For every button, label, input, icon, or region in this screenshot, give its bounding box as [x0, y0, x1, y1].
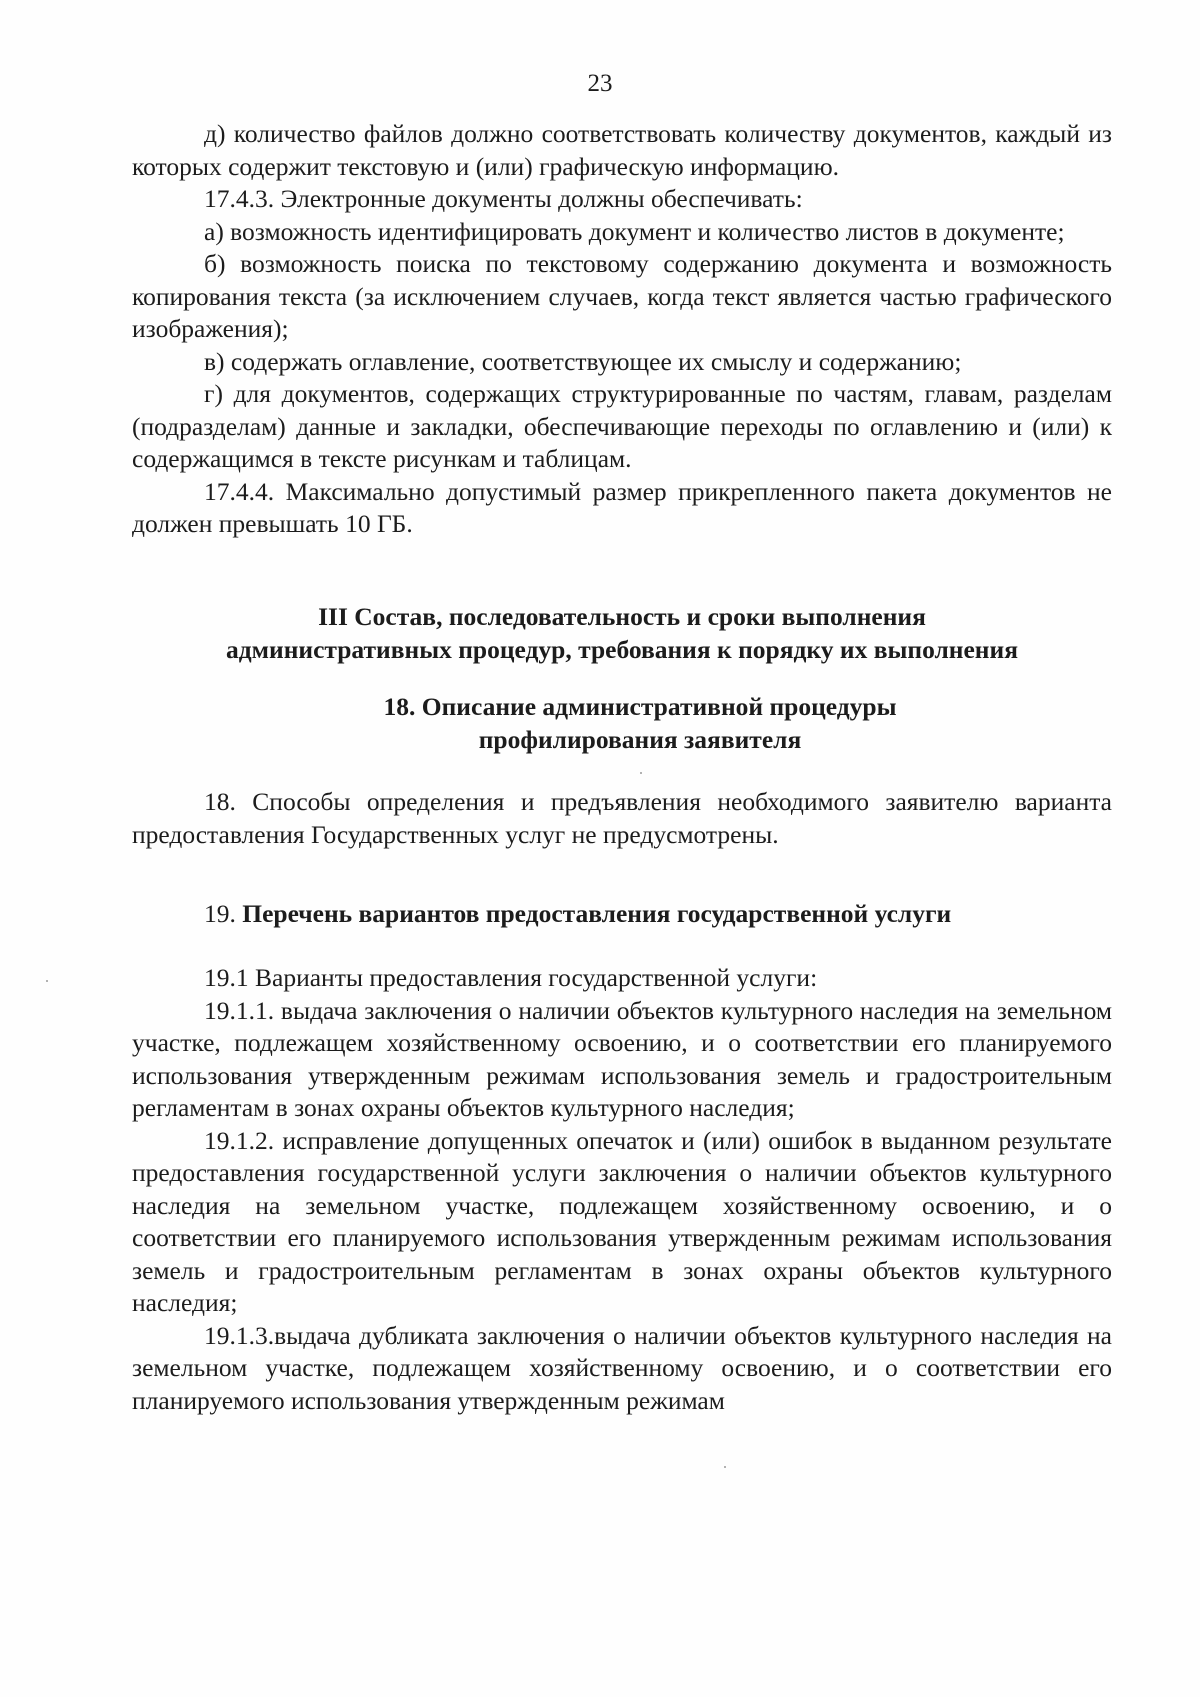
- section-18-text: 18. Способы определения и предъявления необходимого заявителю варианта предоставления Государственных услуг не предусмотрены.: [132, 787, 1112, 849]
- paragraph-19-1: 19.1 Варианты предоставления государственной услуги:: [204, 963, 818, 992]
- section-19-title: Перечень вариантов предоставления государственной услуги: [242, 899, 952, 928]
- section-18-heading-line1: 18. Описание административной процедуры: [383, 692, 897, 721]
- paragraph-d: д) количество файлов должно соответствовать количеству документов, каждый из которых содержит текстовую и (или) графическую информацию.: [132, 119, 1112, 181]
- scan-speck: [640, 772, 642, 774]
- section-18-heading-line2: профилирования заявителя: [478, 725, 802, 754]
- paragraph-17-4-3: 17.4.3. Электронные документы должны обеспечивать:: [204, 184, 803, 213]
- paragraph-a: а) возможность идентифицировать документ и количество листов в документе;: [204, 216, 1065, 246]
- section-iii-heading: [132, 600, 1112, 666]
- section-19-block: [132, 962, 1112, 1417]
- section-iii-heading-line2: административных процедур, требования к порядку их выполнения: [225, 635, 1018, 664]
- section-iii-heading-line1: III Состав, последовательность и сроки выполнения: [318, 602, 926, 631]
- section-18-heading: [150, 690, 1130, 756]
- section-19-number: 19.: [204, 899, 236, 928]
- paragraph-19-1-1: 19.1.1. выдача заключения о наличии объектов культурного наследия на земельном участке, подлежащем хозяйственному освоению, и о соответствии его планируемого использования утвержденным режимам использования земель и градостроительным регламентам в зонах охраны объектов культурного наследия;: [132, 995, 1112, 1122]
- paragraph-v: в) содержать оглавление, соответствующее их смыслу и содержанию;: [204, 346, 962, 376]
- paragraph-19-1-2: 19.1.2. исправление допущенных опечаток и (или) ошибок в выданном результате предоставления государственной услуги заключения о наличии объектов культурного наследия на земельном участке, подлежащем хозяйственному освоению, и о соответствии его планируемого использования утвержденным режимам использования земель и градостроительным регламентам в зонах охраны объектов культурного наследия;: [132, 1125, 1112, 1317]
- top-text-block: [132, 118, 1112, 541]
- page-number: 23: [587, 70, 613, 97]
- paragraph-b: б) возможность поиска по текстовому содержанию документа и возможность копирования текста (за исключением случаев, когда текст является частью графического изображения);: [132, 249, 1112, 343]
- paragraph-19-1-3: 19.1.3.выдача дубликата заключения о наличии объектов культурного наследия на земельном участке, подлежащем хозяйственному освоению, и о соответствии его планируемого использования утвержденным режимам: [132, 1320, 1112, 1415]
- scan-speck: [724, 1466, 726, 1468]
- paragraph-g: г) для документов, содержащих структурированные по частям, главам, разделам (подразделам) данные и закладки, обеспечивающие переходы по оглавлению и (или) к содержащимся в тексте рисункам и таблицам.: [132, 379, 1112, 473]
- section-19-heading: [132, 898, 1112, 931]
- section-18-block: [132, 786, 1112, 851]
- scan-speck: [46, 980, 48, 982]
- paragraph-17-4-4: 17.4.4. Максимально допустимый размер прикрепленного пакета документов не должен превышать 10 ГБ.: [132, 476, 1112, 538]
